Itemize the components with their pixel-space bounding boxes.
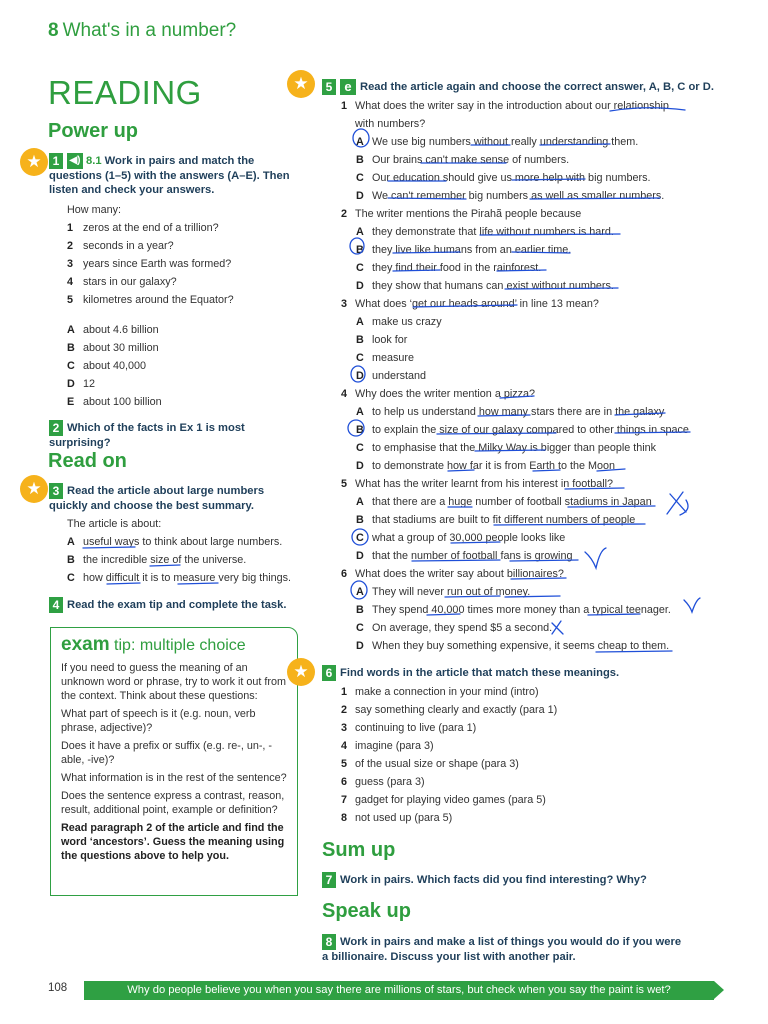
exam-tip-paragraph: Does the sentence express a contrast, reason, result, additional point, example or definition? bbox=[61, 790, 285, 816]
ex1-instruction bbox=[49, 153, 299, 197]
ex6-item: 6 guess (para 3) bbox=[341, 776, 425, 788]
ex5-option[interactable]: C measure bbox=[356, 352, 415, 364]
ex1-answer: C about 40,000 bbox=[67, 360, 147, 372]
reading-title: READING bbox=[48, 74, 202, 111]
ex6-item: 1 make a connection in your mind (intro) bbox=[341, 686, 539, 698]
ex5-option[interactable]: D We can't remember big numbers as well as smaller numbers. bbox=[356, 190, 665, 202]
ex5-option[interactable]: C what a group of 30,000 people looks like bbox=[356, 532, 566, 544]
star-icon: ★ bbox=[287, 658, 315, 686]
ex5-questions bbox=[341, 97, 741, 655]
ex5-option[interactable]: A They will never run out of money. bbox=[356, 586, 531, 598]
ex8-instruction bbox=[322, 934, 682, 964]
ex5-question: 4 Why does the writer mention a pizza? bbox=[341, 388, 536, 400]
star-icon: ★ bbox=[287, 70, 315, 98]
ex1-body bbox=[67, 201, 297, 411]
ex1-question: 4 stars in our galaxy? bbox=[67, 276, 177, 288]
page-number: 108 bbox=[48, 982, 68, 994]
ex3-option[interactable]: C how difficult it is to measure very big things. bbox=[67, 572, 292, 584]
star-icon: ★ bbox=[20, 148, 48, 176]
ex3-body bbox=[67, 515, 302, 587]
ex5-option[interactable]: B Our brains can't make sense of numbers. bbox=[356, 154, 570, 166]
ex6-item: 3 continuing to live (para 1) bbox=[341, 722, 477, 734]
ex1-answer: B about 30 million bbox=[67, 342, 159, 354]
ex6-item: 5 of the usual size or shape (para 3) bbox=[341, 758, 519, 770]
ex5-option[interactable]: B they live like humans from an earlier time. bbox=[356, 244, 572, 256]
ex3-number: 3 bbox=[49, 483, 63, 499]
ex5-question: 5 What has the writer learnt from his interest in football? bbox=[341, 478, 614, 490]
chapter-number: 8 bbox=[48, 20, 59, 41]
ex1-lead: How many: bbox=[67, 204, 122, 216]
ex8-number: 8 bbox=[322, 934, 336, 950]
ex1-question: 5 kilometres around the Equator? bbox=[67, 294, 234, 306]
ex5-option[interactable]: D that the number of football fans is growing bbox=[356, 550, 573, 562]
ex5-option[interactable]: B to explain the size of our galaxy compared to other things in space bbox=[356, 424, 689, 436]
ex1-question: 1 zeros at the end of a trillion? bbox=[67, 222, 219, 234]
ex1-question: 3 years since Earth was formed? bbox=[67, 258, 232, 270]
ex5-option[interactable]: D they show that humans can exist without numbers. bbox=[356, 280, 614, 292]
exam-tip-paragraph: What part of speech is it (e.g. noun, verb phrase, adjective)? bbox=[61, 708, 256, 734]
chapter-name: What's in a number? bbox=[62, 20, 237, 41]
ex5-question: 2 The writer mentions the Pirahã people because bbox=[341, 208, 582, 220]
ex3-option[interactable]: A useful ways to think about large numbers. bbox=[67, 536, 283, 548]
ex5-option[interactable]: A to help us understand how many stars there are in the galaxy bbox=[356, 406, 665, 418]
ex1-number: 1 bbox=[49, 153, 63, 169]
exam-tip-paragraph: If you need to guess the meaning of an unknown word or phrase, try to work it out from the context. Think about these questions: bbox=[61, 662, 287, 702]
ex6-item: 7 gadget for playing video games (para 5) bbox=[341, 794, 546, 806]
ex5-text: Read the article again and choose the correct answer, A, B, C or D. bbox=[360, 80, 714, 93]
ex4-text: Read the exam tip and complete the task. bbox=[67, 598, 287, 611]
ex5-option[interactable]: D When they buy something expensive, it seems cheap to them. bbox=[356, 640, 670, 652]
ex4-instruction bbox=[49, 597, 299, 613]
ex6-item: 4 imagine (para 3) bbox=[341, 740, 434, 752]
ex3-instruction bbox=[49, 483, 299, 513]
exam-tip-task: Read paragraph 2 of the article and find the word ‘ancestors’. Guess the meaning using the questions above to help you. bbox=[61, 822, 285, 862]
exam-tip-box bbox=[50, 627, 298, 896]
ex6-instruction bbox=[322, 665, 742, 681]
ex5-option[interactable]: B They spend 40,000 times more money than a typical teenager. bbox=[356, 604, 671, 616]
ex5-option[interactable]: C to emphasise that the Milky Way is bigger than people think bbox=[356, 442, 657, 454]
exam-tip-paragraph: Does it have a prefix or suffix (e.g. re-, un-, -able, -ive)? bbox=[61, 740, 273, 766]
ex4-number: 4 bbox=[49, 597, 63, 613]
ex5-option[interactable]: B look for bbox=[356, 334, 408, 346]
ex1-audio-track: 8.1 bbox=[86, 154, 102, 167]
ex7-text: Work in pairs. Which facts did you find interesting? Why? bbox=[340, 873, 647, 886]
ex6-item: 8 not used up (para 5) bbox=[341, 812, 453, 824]
ex5-option[interactable]: A they demonstrate that life without numbers is hard. bbox=[356, 226, 614, 238]
ex1-question: 2 seconds in a year? bbox=[67, 240, 174, 252]
ex2-instruction bbox=[49, 420, 309, 450]
ex5-option[interactable]: B that stadiums are built to fit different numbers of people bbox=[356, 514, 636, 526]
ex5-option[interactable]: C On average, they spend $5 a second. bbox=[356, 622, 553, 634]
ex5-option[interactable]: D to demonstrate how far it is from Earth to the Moon bbox=[356, 460, 616, 472]
ex5-option[interactable]: A that there are a huge number of football stadiums in Japan bbox=[356, 496, 652, 508]
ex1-answer: E about 100 billion bbox=[67, 396, 162, 408]
ex5-option[interactable]: D understand bbox=[356, 370, 427, 382]
ex3-option[interactable]: B the incredible size of the universe. bbox=[67, 554, 247, 566]
read-on-heading: Read on bbox=[48, 450, 127, 472]
ex5-number: 5 bbox=[322, 79, 336, 95]
ex5-option[interactable]: A We use big numbers without really understanding them. bbox=[356, 136, 639, 148]
ex7-instruction bbox=[322, 872, 742, 888]
ex5-question: 1 What does the writer say in the introduction about our relationship with numbers? bbox=[341, 100, 669, 130]
ex1-text: Work in pairs and match the questions (1–5) with the answers (A–E). Then listen and check your answers. bbox=[49, 154, 290, 196]
ex6-text: Find words in the article that match these meanings. bbox=[340, 666, 620, 679]
power-up-heading: Power up bbox=[48, 120, 139, 142]
chapter-title bbox=[48, 20, 236, 42]
exam-tip-title: exam tip: multiple choice bbox=[61, 634, 246, 655]
ex2-text: Which of the facts in Ex 1 is most surprising? bbox=[49, 421, 245, 449]
ex2-number: 2 bbox=[49, 420, 63, 436]
sum-up-heading: Sum up bbox=[322, 839, 396, 861]
audio-icon[interactable]: ◀) bbox=[67, 153, 83, 169]
ex3-lead: The article is about: bbox=[67, 518, 162, 530]
ex6-items bbox=[341, 683, 741, 827]
ex1-answer: A about 4.6 billion bbox=[67, 324, 159, 336]
ex5-option[interactable]: A make us crazy bbox=[356, 316, 442, 328]
ex8-text: Work in pairs and make a list of things you would do if you were a billionaire. Discuss your list with another pair. bbox=[322, 935, 682, 963]
star-icon: ★ bbox=[20, 475, 48, 503]
ex7-number: 7 bbox=[322, 872, 336, 888]
ex5-option[interactable]: C Our education should give us more help with big numbers. bbox=[356, 172, 651, 184]
ex5-question: 6 What does the writer say about billionaires? bbox=[341, 568, 564, 580]
ex1-answer: D 12 bbox=[67, 378, 96, 390]
speak-up-heading: Speak up bbox=[322, 900, 411, 922]
ex6-number: 6 bbox=[322, 665, 336, 681]
exam-badge-icon: e bbox=[340, 79, 356, 95]
ex6-item: 2 say something clearly and exactly (para 1) bbox=[341, 704, 558, 716]
ex3-text: Read the article about large numbers quickly and choose the best summary. bbox=[49, 484, 265, 512]
exam-tip-paragraph: What information is in the rest of the sentence? bbox=[61, 772, 287, 784]
footer-tagline: Why do people believe you when you say there are millions of stars, but check when you say the paint is wet? bbox=[84, 981, 714, 1000]
ex5-question: 3 What does ‘get our heads around’ in line 13 mean? bbox=[341, 298, 599, 310]
ex5-option[interactable]: C they find their food in the rainforest. bbox=[356, 262, 542, 274]
ex5-instruction bbox=[322, 79, 742, 95]
